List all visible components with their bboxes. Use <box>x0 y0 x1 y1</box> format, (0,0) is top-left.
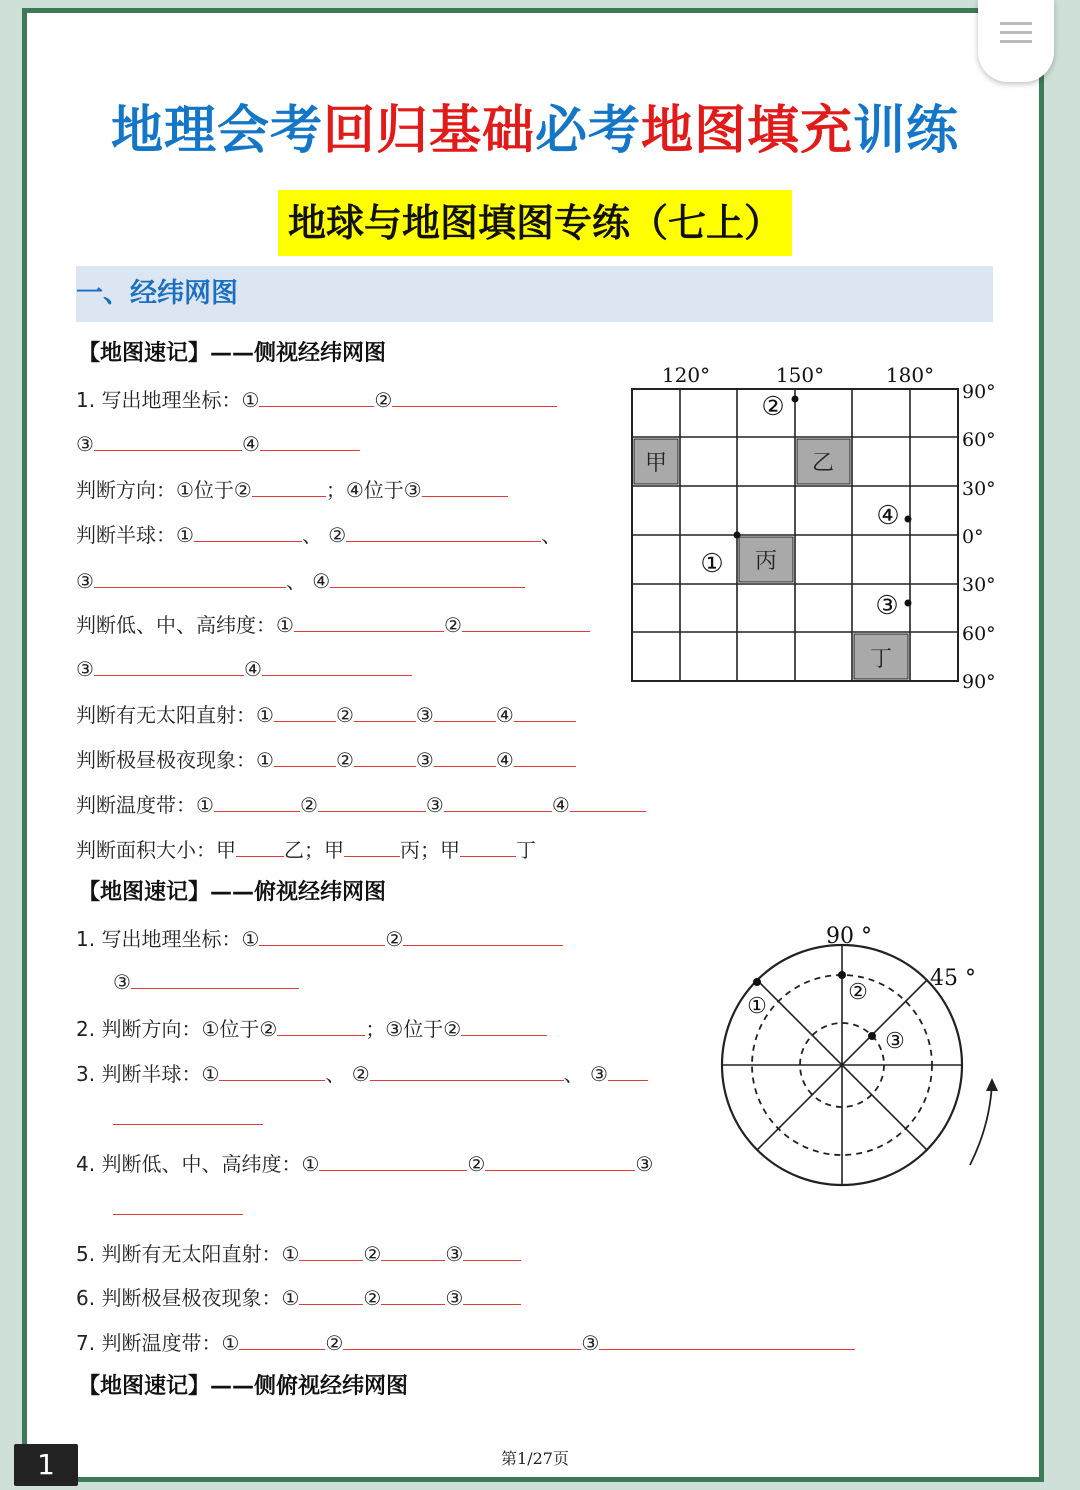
q-text: ③ <box>76 432 94 456</box>
answer-blank[interactable] <box>392 386 557 407</box>
answer-blank[interactable] <box>381 1284 445 1305</box>
answer-blank[interactable] <box>460 836 516 857</box>
q-text: 乙；甲 <box>284 838 344 862</box>
answer-blank[interactable] <box>434 701 496 722</box>
polar-q2 <box>76 1013 547 1042</box>
q-text: ③ <box>445 1242 464 1266</box>
answer-blank[interactable] <box>274 701 336 722</box>
q-text: ③ <box>445 1286 464 1310</box>
q-text: ② <box>335 748 354 772</box>
page-footer: 第1/27页 <box>501 1449 569 1468</box>
side-polar-heading: 【地图速记】——侧俯视经纬网图 <box>78 1374 409 1399</box>
q-text: ③ <box>581 1331 600 1355</box>
title-part: 地图填充 <box>641 101 854 161</box>
answer-blank[interactable] <box>294 611 444 632</box>
point-4-dot <box>905 516 912 523</box>
q-text: 判断极昼极夜现象：① <box>76 748 274 772</box>
point-label: ① <box>700 549 724 579</box>
q-text: 判断低、中、高纬度：① <box>76 613 294 637</box>
polar-label-90: 90 ° <box>826 924 872 949</box>
menu-button[interactable] <box>978 0 1054 82</box>
latitude-label: 30° <box>962 478 996 500</box>
answer-blank[interactable] <box>422 476 508 497</box>
q-text: ② <box>363 1286 382 1310</box>
answer-blank[interactable] <box>236 836 284 857</box>
menu-icon-bar <box>1000 40 1032 43</box>
q-text: ② <box>325 1331 344 1355</box>
rotation-arrow-icon <box>986 1078 998 1091</box>
point-label: ④ <box>876 501 900 531</box>
point-label: ③ <box>875 591 899 621</box>
latitude-label: 90° <box>962 671 996 693</box>
polar-point-label: ② <box>848 980 868 1005</box>
side-q1 <box>76 384 557 413</box>
q-text: ③ <box>76 569 94 593</box>
polar-point-1-dot <box>753 978 761 986</box>
answer-blank[interactable] <box>403 925 563 946</box>
answer-blank[interactable] <box>94 655 244 676</box>
answer-blank[interactable] <box>260 430 360 451</box>
latitude-label: 60° <box>962 623 996 645</box>
cell-label: 乙 <box>811 451 835 476</box>
answer-blank[interactable] <box>239 1329 325 1350</box>
q-text: ② <box>443 613 462 637</box>
answer-blank[interactable] <box>354 746 416 767</box>
q-text: ④ <box>241 432 260 456</box>
side-direct-sun <box>76 699 576 728</box>
answer-blank[interactable] <box>343 1329 581 1350</box>
title-part: 回归基础 <box>322 101 535 161</box>
longitude-label: 120° <box>661 363 711 387</box>
side-hemisphere-2 <box>76 565 525 594</box>
polar-q6 <box>76 1282 521 1311</box>
q-text: ④ <box>495 748 514 772</box>
answer-blank[interactable] <box>461 1015 547 1036</box>
q-text: 1. 写出地理坐标：① <box>76 388 260 412</box>
polar-point-label: ③ <box>885 1029 905 1054</box>
q-text: 、 ④ <box>285 569 331 593</box>
q-text: 、 ② <box>325 1062 370 1086</box>
side-latitude <box>76 609 590 638</box>
side-direction <box>76 474 508 503</box>
answer-blank[interactable] <box>514 701 576 722</box>
q-text: 判断温度带：① <box>76 793 214 817</box>
answer-blank[interactable] <box>599 1329 855 1350</box>
answer-blank[interactable] <box>113 1104 263 1125</box>
polar-point-3-dot <box>868 1032 876 1040</box>
q-text: 、 <box>541 523 562 547</box>
answer-blank[interactable] <box>319 1150 467 1171</box>
q-text: ② <box>335 703 354 727</box>
answer-blank[interactable] <box>354 701 416 722</box>
answer-blank[interactable] <box>344 836 400 857</box>
longitude-label: 150° <box>775 363 825 387</box>
latitude-label: 90° <box>962 381 996 403</box>
polar-q5 <box>76 1238 521 1267</box>
point-1-dot <box>734 532 741 539</box>
answer-blank[interactable] <box>381 1240 445 1261</box>
polar-q3 <box>76 1058 648 1087</box>
answer-blank[interactable] <box>299 1284 363 1305</box>
polar-label-45: 45 ° <box>930 966 976 991</box>
answer-blank[interactable] <box>608 1060 648 1081</box>
answer-blank[interactable] <box>252 476 326 497</box>
side-area <box>76 834 536 863</box>
side-polar-day <box>76 744 576 773</box>
q-text: ③ <box>76 657 94 681</box>
q-text: 判断方向：①位于② <box>76 478 252 502</box>
answer-blank[interactable] <box>462 611 590 632</box>
menu-icon <box>1000 22 1032 25</box>
polar-q4-cont <box>113 1194 243 1220</box>
polar-point-label: ① <box>747 994 767 1019</box>
q-text: ④ <box>243 657 262 681</box>
q-text: ② <box>385 927 404 951</box>
answer-blank[interactable] <box>485 1150 635 1171</box>
title-part: 地理会考 <box>110 101 323 161</box>
side-hemisphere <box>76 519 561 548</box>
subtitle: 地球与地图填图专练（七上） <box>278 190 792 256</box>
q-text: 判断面积大小：甲 <box>76 838 236 862</box>
polar-q4 <box>76 1148 653 1177</box>
answer-blank[interactable] <box>214 791 300 812</box>
q-text: 2. 判断方向：①位于② <box>76 1017 278 1041</box>
q-text: 、 ② <box>301 523 347 547</box>
q-text: ④ <box>495 703 514 727</box>
q-text: ④ <box>551 793 570 817</box>
answer-blank[interactable] <box>274 746 336 767</box>
side-latitude-2 <box>76 655 412 681</box>
answer-blank[interactable] <box>94 430 242 451</box>
answer-blank[interactable] <box>219 1060 325 1081</box>
cell-label: 甲 <box>644 451 668 476</box>
polar-q7 <box>76 1327 855 1356</box>
point-3-dot <box>905 600 912 607</box>
q-text: 判断半球：① <box>76 523 194 547</box>
answer-blank[interactable] <box>514 746 576 767</box>
answer-blank[interactable] <box>299 1240 363 1261</box>
q-text: ③ <box>113 970 131 994</box>
answer-blank[interactable] <box>434 746 496 767</box>
polar-view-heading: 【地图速记】——俯视经纬网图 <box>78 880 387 905</box>
polar-q3-cont <box>113 1104 263 1130</box>
q-text: 7. 判断温度带：① <box>76 1331 240 1355</box>
q-text: ；③位于② <box>365 1017 462 1041</box>
answer-blank[interactable] <box>194 521 302 542</box>
answer-blank[interactable] <box>570 791 646 812</box>
answer-blank[interactable] <box>463 1240 521 1261</box>
answer-blank[interactable] <box>94 567 286 588</box>
q-text: ；④位于③ <box>325 478 422 502</box>
latitude-label: 0° <box>962 526 984 548</box>
point-2-dot <box>792 396 799 403</box>
section-heading: 一、经纬网图 <box>76 266 993 322</box>
side-q1b <box>76 430 360 456</box>
page-number-badge[interactable]: 1 <box>14 1444 78 1486</box>
menu-icon-bar <box>1000 31 1032 34</box>
page-title <box>0 88 1070 163</box>
q-text: 、 ③ <box>563 1062 608 1086</box>
answer-blank[interactable] <box>277 1015 365 1036</box>
q-text: ② <box>363 1242 382 1266</box>
q-text: ③ <box>635 1152 654 1176</box>
polar-q1b <box>113 968 299 994</box>
q-text: 3. 判断半球：① <box>76 1062 220 1086</box>
answer-blank[interactable] <box>346 521 541 542</box>
q-text: 丁 <box>516 838 536 862</box>
polar-point-2-dot <box>838 971 846 979</box>
q-text: ② <box>467 1152 486 1176</box>
latitude-label: 60° <box>962 429 996 451</box>
q-text: ② <box>299 793 318 817</box>
point-label: ② <box>761 392 785 422</box>
side-view-graticule <box>620 360 1010 700</box>
q-text: ③ <box>415 748 434 772</box>
answer-blank[interactable] <box>259 925 385 946</box>
q-text: 丙；甲 <box>400 838 460 862</box>
side-view-heading: 【地图速记】——侧视经纬网图 <box>78 341 387 366</box>
q-text: 6. 判断极昼极夜现象：① <box>76 1286 300 1310</box>
cell-label: 丁 <box>869 647 893 672</box>
q-text: 4. 判断低、中、高纬度：① <box>76 1152 320 1176</box>
q-text: ③ <box>425 793 444 817</box>
answer-blank[interactable] <box>113 1194 243 1215</box>
latitude-label: 30° <box>962 574 996 596</box>
longitude-label: 180° <box>885 363 935 387</box>
answer-blank[interactable] <box>444 791 552 812</box>
q-text: 5. 判断有无太阳直射：① <box>76 1242 300 1266</box>
q-text: 判断有无太阳直射：① <box>76 703 274 727</box>
polar-q1 <box>76 923 563 952</box>
answer-blank[interactable] <box>463 1284 521 1305</box>
answer-blank[interactable] <box>259 386 374 407</box>
answer-blank[interactable] <box>131 968 299 989</box>
answer-blank[interactable] <box>262 655 412 676</box>
title-part: 必考 <box>534 101 641 161</box>
side-temp-zone <box>76 789 646 818</box>
q-text: ② <box>374 388 393 412</box>
cell-label: 丙 <box>754 549 778 574</box>
answer-blank[interactable] <box>370 1060 564 1081</box>
polar-view-graticule <box>700 915 1010 1190</box>
answer-blank[interactable] <box>318 791 426 812</box>
q-text: ③ <box>415 703 434 727</box>
q-text: 1. 写出地理坐标：① <box>76 927 260 951</box>
answer-blank[interactable] <box>330 567 525 588</box>
title-part: 训练 <box>853 101 960 161</box>
